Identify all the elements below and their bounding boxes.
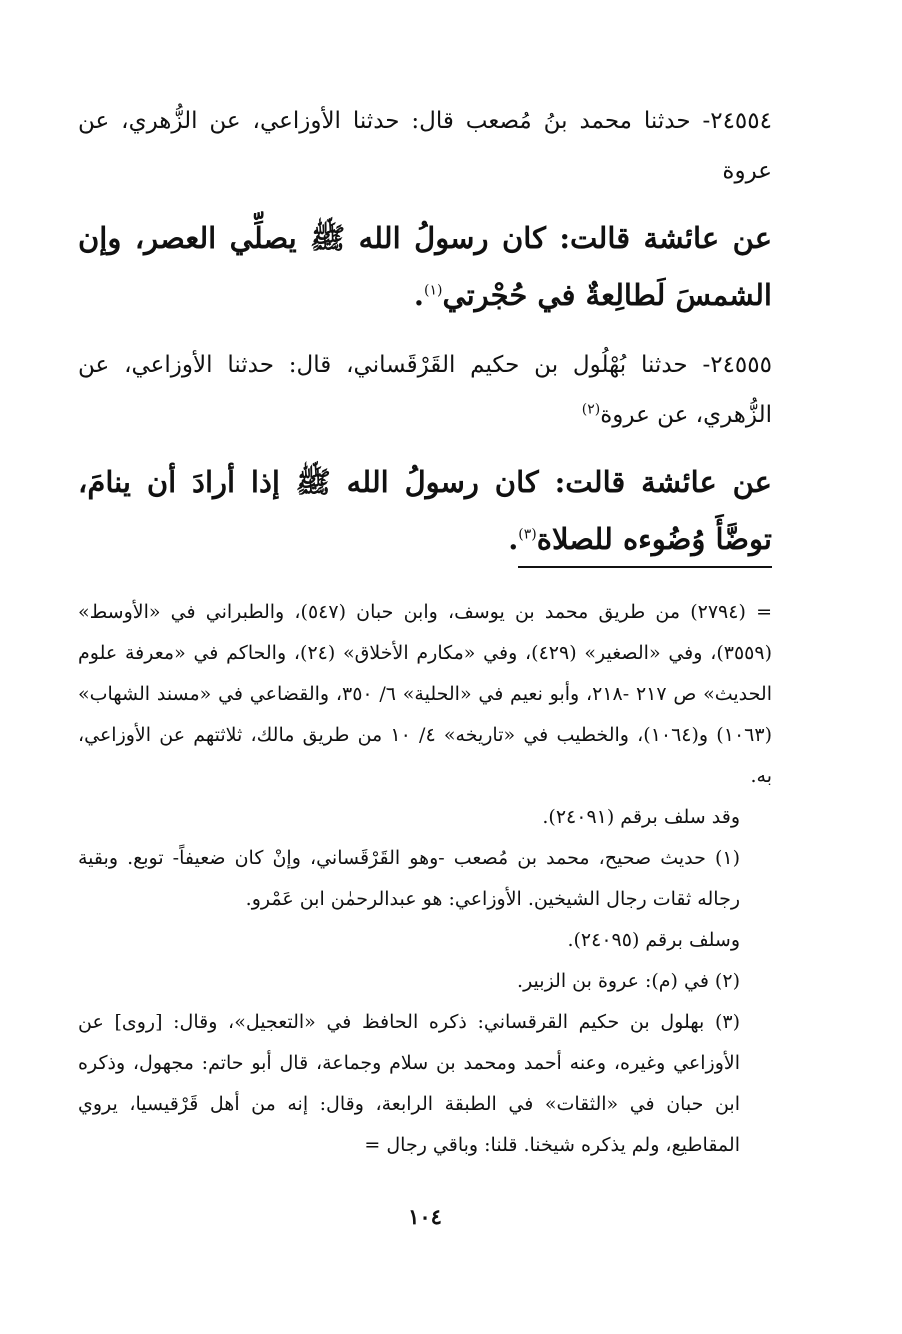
footnote-1: (١) حديث صحيح، محمد بن مُصعب -وهو القَرْقَساني، وإنْ كان ضعيفاً- توبع. وبقية رجاله ثقات رجال الشيخين. الأوزاعي: هو عبدالرحمٰن ابن عَمْرو. (78, 847, 740, 910)
hadith-matn: عن عائشة قالت: كان رسولُ الله ﷺ إذا أرادَ أن ينامَ، توضَّأَ وُضُوءه للصلاة$^{(٣)}$. (78, 465, 772, 556)
footnote-divider (518, 566, 772, 568)
book-page (78, 96, 772, 1276)
hadith-24554 (78, 96, 772, 324)
footnote-2: (٢) في (م): عروة بن الزبير. (517, 970, 740, 992)
footnote-ref: (١) (423, 282, 443, 299)
footnotes (78, 592, 772, 1166)
footnote-3: (٣) بهلول بن حكيم القرقساني: ذكره الحافظ في «التعجيل»، وقال: [روى] عن الأوزاعي وغيره، وعنه أحمد ومحمد بن سلام وجماعة، قال أبو حاتم: مجهول، وذكره ابن حبان في «الثقات» في الطبقة الرابعة، وقال: إنه من أهل قَرْقيسيا، يروي المقاطيع، ولم يذكره شيخنا. قلنا: وباقي رجال = (78, 1011, 740, 1156)
matn-text: عن عائشة قالت: كان رسولُ الله ﷺ إذا أرادَ أن ينامَ، توضَّأَ وُضُوءه للصلاة (78, 465, 772, 556)
hadith-matn: عن عائشة قالت: كان رسولُ الله ﷺ يصلِّي العصر، وإن الشمسَ لَطالِعةٌ في حُجْرتي$^{(١)}$. (78, 221, 772, 312)
footnote-ref: (٣) (518, 526, 537, 543)
page-number: ١٠٤ (408, 1204, 442, 1229)
footnote-continuation: = (٢٧٩٤) من طريق محمد بن يوسف، وابن حبان (٥٤٧)، والطبراني في «الأوسط» (٣٥٥٩)، وفي «الصغير» (٤٢٩)، وفي «مكارم الأخلاق» (٢٤)، والحاكم في «معرفة علوم الحديث» ص ٢١٧ -٢١٨، وأبو نعيم في «الحلية» ٦/ ٣٥٠، والقضاعي في «مسند الشهاب» (١٠٦٣) و(١٠٦٤)، والخطيب في «تاريخه» ٤/ ١٠ من طريق مالك، ثلاثتهم عن الأوزاعي، به. (78, 601, 772, 787)
isnad-text: ٢٤٥٥٤- حدثنا محمد بنُ مُصعب قال: حدثنا الأوزاعي، عن الزُّهري، عن عروة (78, 108, 772, 184)
isnad-text: ٢٤٥٥٥- حدثنا بُهْلُول بن حكيم القَرْقَساني، قال: حدثنا الأوزاعي، عن الزُّهري، عن عروة (78, 352, 772, 428)
footnote-continuation-tail: وقد سلف برقم (٢٤٠٩١). (542, 806, 740, 828)
hadith-isnad (78, 96, 772, 196)
matn-text: عن عائشة قالت: كان رسولُ الله ﷺ يصلِّي العصر، وإن الشمسَ لَطالِعةٌ في حُجْرتي (78, 221, 772, 312)
footnote-ref: (٢) (581, 401, 601, 418)
footnote-1-tail: وسلف برقم (٢٤٠٩٥). (567, 929, 740, 951)
hadith-24555 (78, 340, 772, 568)
hadith-isnad (78, 340, 772, 440)
